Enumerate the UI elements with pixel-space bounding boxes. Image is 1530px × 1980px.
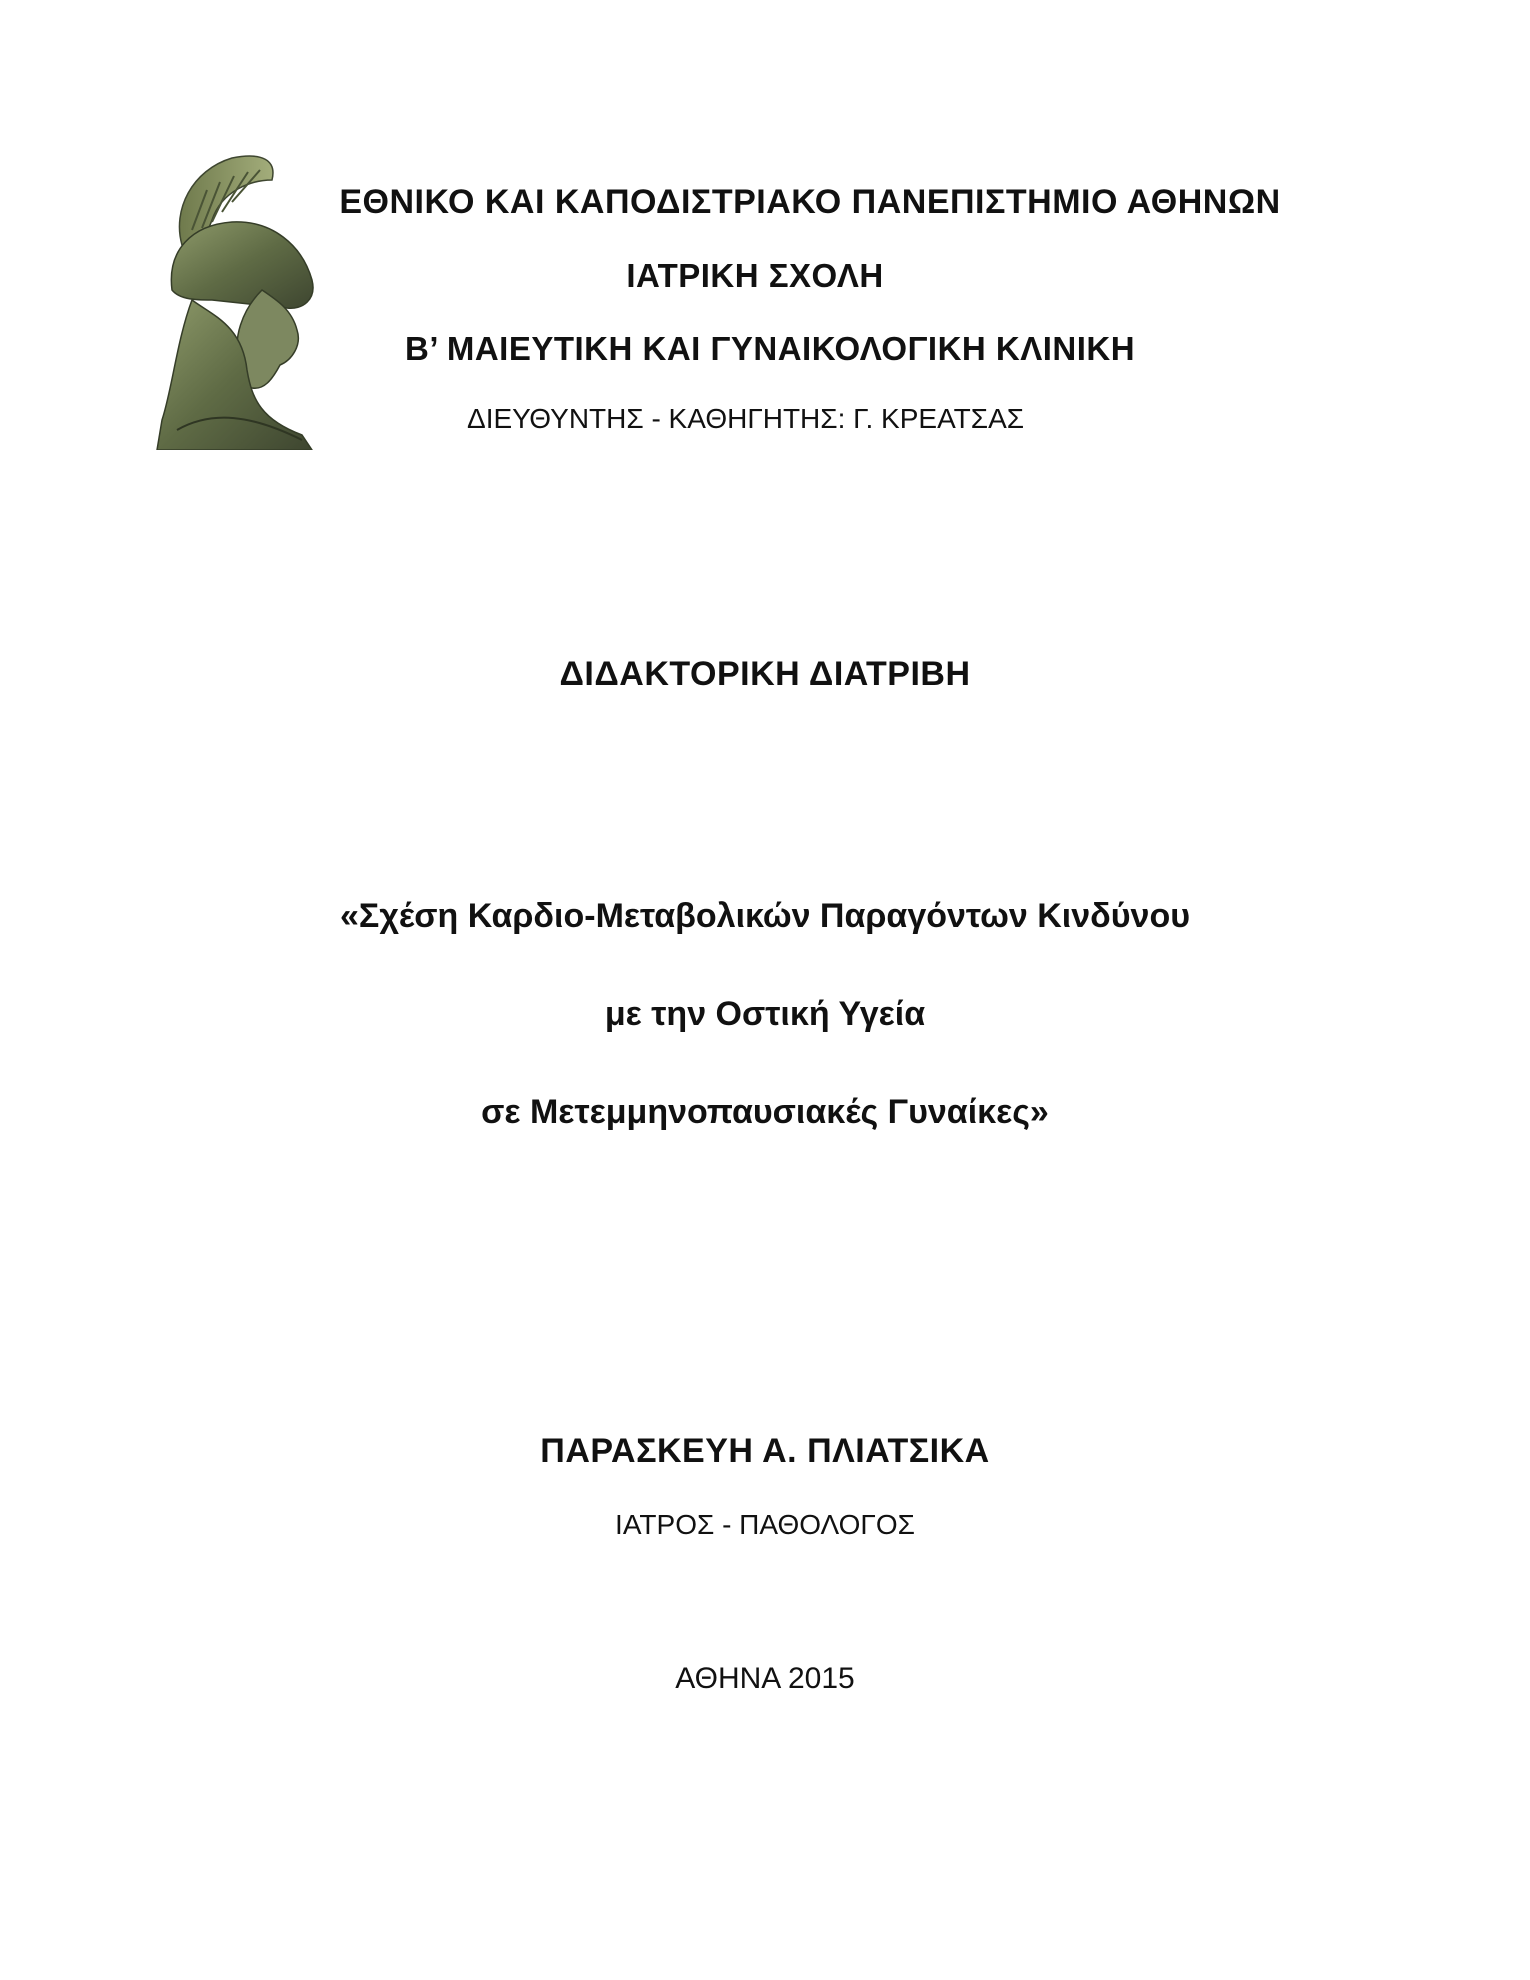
school-name: ΙΑΤΡΙΚΗ ΣΧΟΛΗ (626, 257, 884, 294)
thesis-title-line-3: σε Μετεμμηνοπαυσιακές Γυναίκες» (481, 1093, 1049, 1131)
university-name: ΕΘΝΙΚΟ ΚΑΙ ΚΑΠΟΔΙΣΤΡΙΑΚΟ ΠΑΝΕΠΙΣΤΗΜΙΟ ΑΘΗΝΩΝ (339, 183, 1281, 221)
thesis-title-line-1: «Σχέση Καρδιο-Μεταβολικών Παραγόντων Κινδύνου (340, 897, 1190, 935)
athena-helmet-bust-icon (152, 150, 337, 450)
author-role: ΙΑΤΡΟΣ - ΠΑΘΟΛΟΓΟΣ (615, 1509, 915, 1540)
thesis-type: ΔΙΔΑΚΤΟΡΙΚΗ ΔΙΑΤΡΙΒΗ (559, 655, 971, 693)
clinic-name: Β’ ΜΑΙΕΥΤΙΚΗ ΚΑΙ ΓΥΝΑΙΚΟΛΟΓΙΚΗ ΚΛΙΝΙΚΗ (405, 330, 1136, 367)
director-line: ΔΙΕΥΘΥΝΤΗΣ - ΚΑΘΗΓΗΤΗΣ: Γ. ΚΡΕΑΤΣΑΣ (467, 403, 1025, 434)
thesis-title-line-2: με την Οστική Υγεία (604, 995, 926, 1033)
author-name: ΠΑΡΑΣΚΕΥΗ Α. ΠΛΙΑΤΣΙΚΑ (540, 1432, 990, 1470)
place-year: ΑΘΗΝΑ 2015 (675, 1662, 855, 1695)
